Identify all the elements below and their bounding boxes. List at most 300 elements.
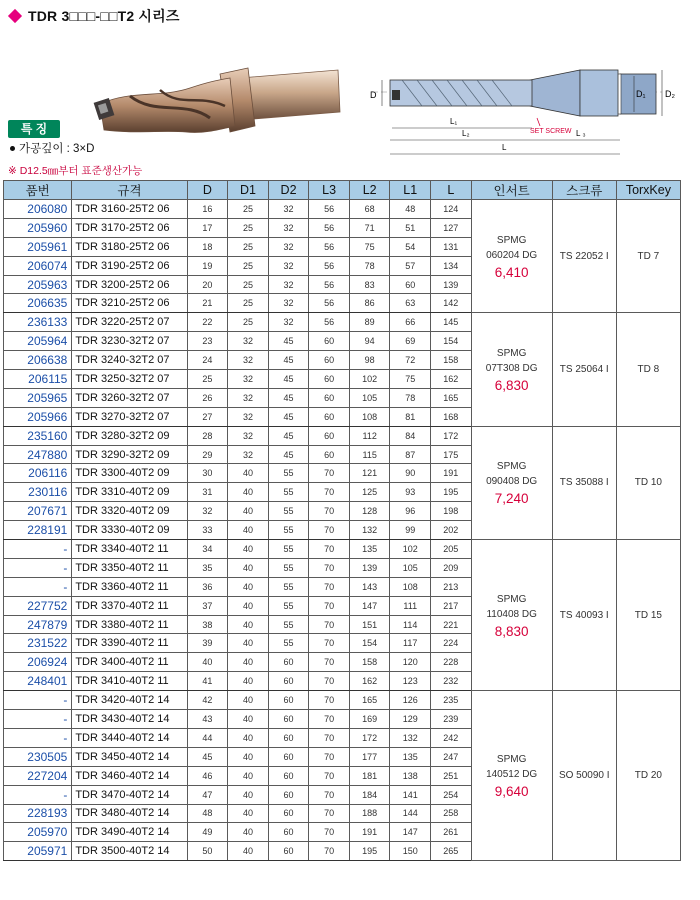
l-cell: 258 bbox=[431, 804, 472, 823]
insert-price: 6,410 bbox=[494, 264, 529, 280]
l3-cell: 70 bbox=[309, 710, 350, 729]
d1-cell: 25 bbox=[228, 218, 269, 237]
l-cell: 232 bbox=[431, 672, 472, 691]
l2-cell: 94 bbox=[349, 332, 390, 351]
l2-cell: 158 bbox=[349, 653, 390, 672]
insert-cell bbox=[471, 313, 552, 426]
l1-cell: 99 bbox=[390, 521, 431, 540]
l3-cell: 56 bbox=[309, 313, 350, 332]
l1-cell: 102 bbox=[390, 540, 431, 559]
l3-cell: 60 bbox=[309, 370, 350, 389]
d2-cell: 45 bbox=[268, 351, 309, 370]
insert-type: SPMG bbox=[496, 593, 527, 605]
l2-cell: 112 bbox=[349, 426, 390, 445]
l-cell: 202 bbox=[431, 521, 472, 540]
l3-cell: 70 bbox=[309, 691, 350, 710]
part-no-cell: 206074 bbox=[4, 256, 72, 275]
spec-cell: TDR 3270-32T2 07 bbox=[72, 407, 187, 426]
part-no-cell: - bbox=[4, 785, 72, 804]
d1-cell: 40 bbox=[228, 540, 269, 559]
d2-cell: 45 bbox=[268, 332, 309, 351]
l-cell: 145 bbox=[431, 313, 472, 332]
page-title-text: TDR 3□□□-□□T2 시리즈 bbox=[28, 8, 180, 24]
l1-cell: 66 bbox=[390, 313, 431, 332]
col-header-d2: D2 bbox=[268, 181, 309, 200]
table-row bbox=[4, 313, 681, 332]
d2-cell: 60 bbox=[268, 823, 309, 842]
l3-cell: 60 bbox=[309, 351, 350, 370]
d-cell: 27 bbox=[187, 407, 228, 426]
l2-cell: 98 bbox=[349, 351, 390, 370]
d-cell: 18 bbox=[187, 237, 228, 256]
spec-cell: TDR 3380-40T2 11 bbox=[72, 615, 187, 634]
l2-cell: 165 bbox=[349, 691, 390, 710]
l1-cell: 75 bbox=[390, 370, 431, 389]
d1-cell: 40 bbox=[228, 596, 269, 615]
d1-cell: 40 bbox=[228, 483, 269, 502]
d2-cell: 32 bbox=[268, 313, 309, 332]
table-header-row bbox=[4, 181, 681, 200]
l3-cell: 60 bbox=[309, 407, 350, 426]
d-cell: 34 bbox=[187, 540, 228, 559]
l1-cell: 96 bbox=[390, 502, 431, 521]
set-screw-label: SET SCREW bbox=[530, 128, 572, 135]
part-no-cell: 247880 bbox=[4, 445, 72, 464]
l-cell: 224 bbox=[431, 634, 472, 653]
col-header-l3: L3 bbox=[309, 181, 350, 200]
l1-cell: 111 bbox=[390, 596, 431, 615]
d2-cell: 55 bbox=[268, 577, 309, 596]
l3-cell: 70 bbox=[309, 615, 350, 634]
l-cell: 217 bbox=[431, 596, 472, 615]
l1-cell: 51 bbox=[390, 218, 431, 237]
d2-cell: 55 bbox=[268, 502, 309, 521]
l3-cell: 60 bbox=[309, 445, 350, 464]
dim-l1-label: L₁ bbox=[450, 117, 458, 126]
l-cell: 251 bbox=[431, 766, 472, 785]
l3-cell: 70 bbox=[309, 577, 350, 596]
spec-cell: TDR 3310-40T2 09 bbox=[72, 483, 187, 502]
l3-cell: 70 bbox=[309, 540, 350, 559]
d1-cell: 40 bbox=[228, 634, 269, 653]
l1-cell: 90 bbox=[390, 464, 431, 483]
insert-type: SPMG bbox=[496, 234, 527, 246]
l2-cell: 83 bbox=[349, 275, 390, 294]
spec-cell: TDR 3160-25T2 06 bbox=[72, 200, 187, 219]
l3-cell: 70 bbox=[309, 464, 350, 483]
part-no-cell: 205965 bbox=[4, 388, 72, 407]
col-header-d: D bbox=[187, 181, 228, 200]
part-no-cell: 205971 bbox=[4, 842, 72, 861]
d1-cell: 32 bbox=[228, 426, 269, 445]
d1-cell: 32 bbox=[228, 445, 269, 464]
l2-cell: 177 bbox=[349, 747, 390, 766]
l-cell: 154 bbox=[431, 332, 472, 351]
insert-code: 140512 DG bbox=[486, 769, 538, 781]
part-no-cell: - bbox=[4, 691, 72, 710]
l1-cell: 54 bbox=[390, 237, 431, 256]
part-no-cell: 247879 bbox=[4, 615, 72, 634]
d-cell: 25 bbox=[187, 370, 228, 389]
d-cell: 32 bbox=[187, 502, 228, 521]
l3-cell: 70 bbox=[309, 823, 350, 842]
screw-cell: SO 50090 I bbox=[552, 691, 616, 861]
part-no-cell: 205960 bbox=[4, 218, 72, 237]
dim-l3-label: L ₃ bbox=[576, 129, 586, 138]
l2-cell: 102 bbox=[349, 370, 390, 389]
l1-cell: 84 bbox=[390, 426, 431, 445]
d-cell: 43 bbox=[187, 710, 228, 729]
d-cell: 45 bbox=[187, 747, 228, 766]
d2-cell: 60 bbox=[268, 710, 309, 729]
spec-cell: TDR 3430-40T2 14 bbox=[72, 710, 187, 729]
d-cell: 49 bbox=[187, 823, 228, 842]
spec-cell: TDR 3240-32T2 07 bbox=[72, 351, 187, 370]
dim-d2-label: D₂ bbox=[665, 89, 675, 99]
l1-cell: 81 bbox=[390, 407, 431, 426]
spec-cell: TDR 3500-40T2 14 bbox=[72, 842, 187, 861]
part-no-cell: 205964 bbox=[4, 332, 72, 351]
l2-cell: 128 bbox=[349, 502, 390, 521]
l-cell: 213 bbox=[431, 577, 472, 596]
l2-cell: 195 bbox=[349, 842, 390, 861]
part-no-cell: 205970 bbox=[4, 823, 72, 842]
d-cell: 44 bbox=[187, 728, 228, 747]
l2-cell: 147 bbox=[349, 596, 390, 615]
d-cell: 23 bbox=[187, 332, 228, 351]
d2-cell: 60 bbox=[268, 766, 309, 785]
d2-cell: 55 bbox=[268, 634, 309, 653]
d1-cell: 40 bbox=[228, 823, 269, 842]
l3-cell: 70 bbox=[309, 634, 350, 653]
l2-cell: 108 bbox=[349, 407, 390, 426]
d2-cell: 60 bbox=[268, 728, 309, 747]
d-cell: 29 bbox=[187, 445, 228, 464]
insert-code: 090408 DG bbox=[486, 476, 538, 488]
spec-cell: TDR 3210-25T2 06 bbox=[72, 294, 187, 313]
d1-cell: 40 bbox=[228, 691, 269, 710]
insert-cell bbox=[471, 200, 552, 313]
d2-cell: 32 bbox=[268, 218, 309, 237]
l3-cell: 56 bbox=[309, 218, 350, 237]
d1-cell: 40 bbox=[228, 766, 269, 785]
dim-d-label: D bbox=[370, 90, 377, 100]
l3-cell: 70 bbox=[309, 483, 350, 502]
l3-cell: 70 bbox=[309, 558, 350, 577]
part-no-cell: 206638 bbox=[4, 351, 72, 370]
insert-type: SPMG bbox=[496, 461, 527, 473]
spec-cell: TDR 3440-40T2 14 bbox=[72, 728, 187, 747]
spec-cell: TDR 3400-40T2 11 bbox=[72, 653, 187, 672]
d-cell: 42 bbox=[187, 691, 228, 710]
l2-cell: 139 bbox=[349, 558, 390, 577]
l2-cell: 68 bbox=[349, 200, 390, 219]
spec-cell: TDR 3300-40T2 09 bbox=[72, 464, 187, 483]
d2-cell: 55 bbox=[268, 540, 309, 559]
part-no-cell: 236133 bbox=[4, 313, 72, 332]
l3-cell: 60 bbox=[309, 426, 350, 445]
l3-cell: 70 bbox=[309, 728, 350, 747]
insert-type: SPMG bbox=[496, 348, 527, 360]
d1-cell: 25 bbox=[228, 275, 269, 294]
l3-cell: 70 bbox=[309, 502, 350, 521]
d1-cell: 40 bbox=[228, 558, 269, 577]
d-cell: 28 bbox=[187, 426, 228, 445]
spec-cell: TDR 3330-40T2 09 bbox=[72, 521, 187, 540]
l1-cell: 138 bbox=[390, 766, 431, 785]
d1-cell: 40 bbox=[228, 502, 269, 521]
d-cell: 19 bbox=[187, 256, 228, 275]
d-cell: 33 bbox=[187, 521, 228, 540]
d2-cell: 32 bbox=[268, 275, 309, 294]
d-cell: 36 bbox=[187, 577, 228, 596]
l2-cell: 191 bbox=[349, 823, 390, 842]
part-no-cell: - bbox=[4, 540, 72, 559]
d1-cell: 40 bbox=[228, 521, 269, 540]
dim-l2-label: L₂ bbox=[462, 129, 470, 138]
d1-cell: 40 bbox=[228, 615, 269, 634]
insert-code: 110408 DG bbox=[486, 608, 537, 620]
l3-cell: 56 bbox=[309, 256, 350, 275]
l1-cell: 60 bbox=[390, 275, 431, 294]
d1-cell: 40 bbox=[228, 653, 269, 672]
d2-cell: 55 bbox=[268, 521, 309, 540]
diamond-bullet-icon bbox=[8, 9, 22, 23]
l1-cell: 93 bbox=[390, 483, 431, 502]
l-cell: 172 bbox=[431, 426, 472, 445]
feature-item bbox=[10, 140, 94, 156]
spec-cell: TDR 3370-40T2 11 bbox=[72, 596, 187, 615]
l2-cell: 125 bbox=[349, 483, 390, 502]
l2-cell: 89 bbox=[349, 313, 390, 332]
d2-cell: 45 bbox=[268, 388, 309, 407]
part-no-cell: 205963 bbox=[4, 275, 72, 294]
part-no-cell: - bbox=[4, 558, 72, 577]
l-cell: 139 bbox=[431, 275, 472, 294]
d-cell: 21 bbox=[187, 294, 228, 313]
spec-cell: TDR 3170-25T2 06 bbox=[72, 218, 187, 237]
d2-cell: 60 bbox=[268, 842, 309, 861]
l-cell: 265 bbox=[431, 842, 472, 861]
insert-type: SPMG bbox=[496, 754, 527, 766]
l1-cell: 120 bbox=[390, 653, 431, 672]
spec-cell: TDR 3360-40T2 11 bbox=[72, 577, 187, 596]
torxkey-cell: TD 8 bbox=[616, 313, 680, 426]
part-no-cell: 206924 bbox=[4, 653, 72, 672]
l1-cell: 78 bbox=[390, 388, 431, 407]
d1-cell: 40 bbox=[228, 747, 269, 766]
bullet-icon bbox=[10, 146, 15, 151]
l-cell: 221 bbox=[431, 615, 472, 634]
l-cell: 195 bbox=[431, 483, 472, 502]
l2-cell: 78 bbox=[349, 256, 390, 275]
table-row bbox=[4, 540, 681, 559]
l3-cell: 70 bbox=[309, 785, 350, 804]
spec-cell: TDR 3420-40T2 14 bbox=[72, 691, 187, 710]
part-no-cell: 206116 bbox=[4, 464, 72, 483]
l2-cell: 121 bbox=[349, 464, 390, 483]
d1-cell: 40 bbox=[228, 804, 269, 823]
d-cell: 38 bbox=[187, 615, 228, 634]
insert-cell bbox=[471, 691, 552, 861]
d-cell: 40 bbox=[187, 653, 228, 672]
torxkey-cell: TD 20 bbox=[616, 691, 680, 861]
d2-cell: 60 bbox=[268, 653, 309, 672]
drill-product-image bbox=[90, 60, 350, 150]
col-header-insert: 인서트 bbox=[471, 181, 552, 200]
l-cell: 254 bbox=[431, 785, 472, 804]
d1-cell: 40 bbox=[228, 464, 269, 483]
l1-cell: 141 bbox=[390, 785, 431, 804]
dim-d1-label: D₁ bbox=[636, 89, 646, 99]
col-header-l1: L1 bbox=[390, 181, 431, 200]
part-no-cell: 207671 bbox=[4, 502, 72, 521]
d1-cell: 32 bbox=[228, 370, 269, 389]
d-cell: 30 bbox=[187, 464, 228, 483]
l3-cell: 60 bbox=[309, 388, 350, 407]
d2-cell: 60 bbox=[268, 804, 309, 823]
spec-cell: TDR 3340-40T2 11 bbox=[72, 540, 187, 559]
part-no-cell: 206115 bbox=[4, 370, 72, 389]
part-no-cell: 227752 bbox=[4, 596, 72, 615]
d2-cell: 32 bbox=[268, 294, 309, 313]
l2-cell: 172 bbox=[349, 728, 390, 747]
l3-cell: 70 bbox=[309, 842, 350, 861]
dimension-diagram bbox=[362, 56, 682, 166]
d2-cell: 55 bbox=[268, 615, 309, 634]
l3-cell: 70 bbox=[309, 653, 350, 672]
d2-cell: 32 bbox=[268, 237, 309, 256]
l1-cell: 123 bbox=[390, 672, 431, 691]
d2-cell: 55 bbox=[268, 558, 309, 577]
l2-cell: 71 bbox=[349, 218, 390, 237]
d1-cell: 25 bbox=[228, 313, 269, 332]
spec-cell: TDR 3220-25T2 07 bbox=[72, 313, 187, 332]
spec-cell: TDR 3390-40T2 11 bbox=[72, 634, 187, 653]
d1-cell: 32 bbox=[228, 388, 269, 407]
d2-cell: 45 bbox=[268, 407, 309, 426]
d1-cell: 40 bbox=[228, 728, 269, 747]
d-cell: 24 bbox=[187, 351, 228, 370]
spec-cell: TDR 3480-40T2 14 bbox=[72, 804, 187, 823]
spec-cell: TDR 3250-32T2 07 bbox=[72, 370, 187, 389]
l2-cell: 154 bbox=[349, 634, 390, 653]
l-cell: 127 bbox=[431, 218, 472, 237]
spec-cell: TDR 3190-25T2 06 bbox=[72, 256, 187, 275]
l-cell: 162 bbox=[431, 370, 472, 389]
d1-cell: 40 bbox=[228, 785, 269, 804]
d-cell: 16 bbox=[187, 200, 228, 219]
d-cell: 22 bbox=[187, 313, 228, 332]
l1-cell: 150 bbox=[390, 842, 431, 861]
d2-cell: 60 bbox=[268, 785, 309, 804]
part-no-cell: 205966 bbox=[4, 407, 72, 426]
d1-cell: 40 bbox=[228, 842, 269, 861]
d2-cell: 45 bbox=[268, 445, 309, 464]
l2-cell: 169 bbox=[349, 710, 390, 729]
d2-cell: 55 bbox=[268, 483, 309, 502]
d2-cell: 45 bbox=[268, 370, 309, 389]
part-no-cell: - bbox=[4, 728, 72, 747]
l-cell: 131 bbox=[431, 237, 472, 256]
d1-cell: 25 bbox=[228, 256, 269, 275]
l-cell: 134 bbox=[431, 256, 472, 275]
l3-cell: 56 bbox=[309, 237, 350, 256]
table-body bbox=[4, 200, 681, 861]
l3-cell: 56 bbox=[309, 275, 350, 294]
d-cell: 47 bbox=[187, 785, 228, 804]
spec-cell: TDR 3290-32T2 09 bbox=[72, 445, 187, 464]
part-no-cell: 227204 bbox=[4, 766, 72, 785]
l1-cell: 87 bbox=[390, 445, 431, 464]
l2-cell: 132 bbox=[349, 521, 390, 540]
l1-cell: 72 bbox=[390, 351, 431, 370]
col-header-part: 품번 bbox=[4, 181, 72, 200]
d2-cell: 55 bbox=[268, 464, 309, 483]
spec-cell: TDR 3450-40T2 14 bbox=[72, 747, 187, 766]
l3-cell: 70 bbox=[309, 521, 350, 540]
spec-cell: TDR 3180-25T2 06 bbox=[72, 237, 187, 256]
d2-cell: 32 bbox=[268, 256, 309, 275]
spec-cell: TDR 3260-32T2 07 bbox=[72, 388, 187, 407]
l-cell: 165 bbox=[431, 388, 472, 407]
l3-cell: 56 bbox=[309, 294, 350, 313]
d2-cell: 45 bbox=[268, 426, 309, 445]
insert-price: 9,640 bbox=[494, 784, 529, 800]
l1-cell: 132 bbox=[390, 728, 431, 747]
l-cell: 242 bbox=[431, 728, 472, 747]
l3-cell: 70 bbox=[309, 804, 350, 823]
l-cell: 175 bbox=[431, 445, 472, 464]
screw-cell: TS 25064 I bbox=[552, 313, 616, 426]
spec-cell: TDR 3460-40T2 14 bbox=[72, 766, 187, 785]
part-no-cell: 231522 bbox=[4, 634, 72, 653]
d2-cell: 32 bbox=[268, 200, 309, 219]
l3-cell: 56 bbox=[309, 200, 350, 219]
production-note: ※ D12.5㎜부터 표준생산가능 bbox=[8, 165, 143, 177]
l2-cell: 184 bbox=[349, 785, 390, 804]
spec-cell: TDR 3200-25T2 06 bbox=[72, 275, 187, 294]
d-cell: 37 bbox=[187, 596, 228, 615]
spec-cell: TDR 3230-32T2 07 bbox=[72, 332, 187, 351]
table-row bbox=[4, 691, 681, 710]
l-cell: 209 bbox=[431, 558, 472, 577]
l-cell: 261 bbox=[431, 823, 472, 842]
insert-price: 8,830 bbox=[494, 623, 529, 639]
l3-cell: 60 bbox=[309, 332, 350, 351]
d-cell: 26 bbox=[187, 388, 228, 407]
d-cell: 31 bbox=[187, 483, 228, 502]
l-cell: 191 bbox=[431, 464, 472, 483]
l1-cell: 48 bbox=[390, 200, 431, 219]
l1-cell: 129 bbox=[390, 710, 431, 729]
spec-cell: TDR 3280-32T2 09 bbox=[72, 426, 187, 445]
part-no-cell: - bbox=[4, 577, 72, 596]
l1-cell: 63 bbox=[390, 294, 431, 313]
d-cell: 39 bbox=[187, 634, 228, 653]
spec-cell: TDR 3350-40T2 11 bbox=[72, 558, 187, 577]
features-badge: 특 징 bbox=[8, 120, 60, 138]
feature-text: 가공깊이 : 3×D bbox=[19, 143, 95, 155]
page-title bbox=[8, 4, 180, 28]
col-header-d1: D1 bbox=[228, 181, 269, 200]
d2-cell: 55 bbox=[268, 596, 309, 615]
l1-cell: 144 bbox=[390, 804, 431, 823]
l2-cell: 115 bbox=[349, 445, 390, 464]
l3-cell: 70 bbox=[309, 596, 350, 615]
l1-cell: 126 bbox=[390, 691, 431, 710]
l-cell: 239 bbox=[431, 710, 472, 729]
